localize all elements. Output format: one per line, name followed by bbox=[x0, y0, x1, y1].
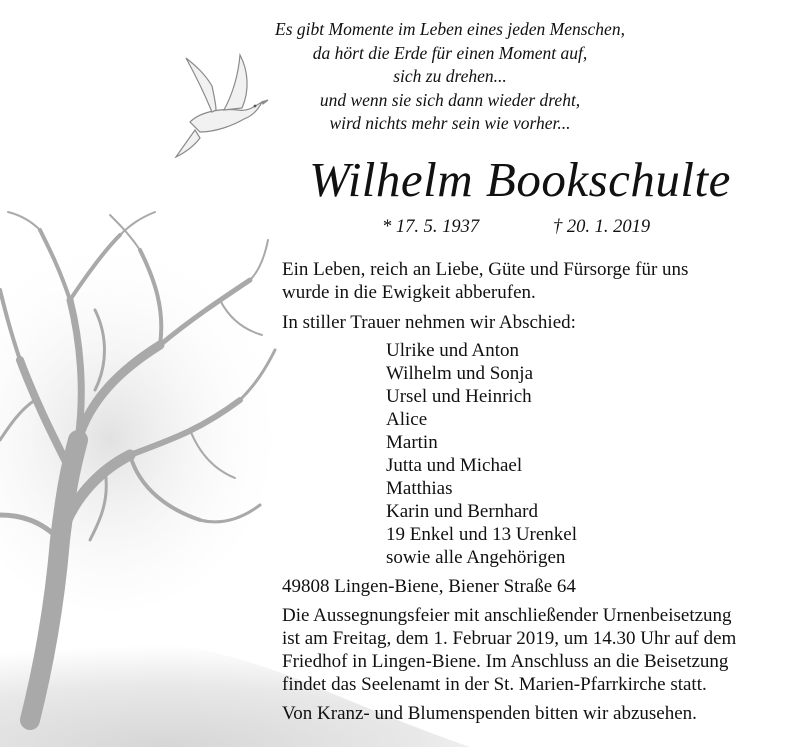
birth-date: * 17. 5. 1937 bbox=[382, 217, 480, 237]
poem-line: sich zu drehen... bbox=[393, 66, 507, 86]
mourner-item: Karin und Bernhard bbox=[386, 501, 538, 522]
deceased-name: Wilhelm Bookschulte bbox=[309, 152, 731, 207]
mourner-item: Matthias bbox=[386, 478, 453, 499]
intro-line: wurde in die Ewigkeit abberufen. bbox=[282, 282, 536, 303]
poem-line: da hört die Erde für einen Moment auf, bbox=[312, 42, 588, 63]
mourner-item: Alice bbox=[386, 409, 428, 430]
poem bbox=[250, 18, 650, 136]
mourner-item: Ursel und Heinrich bbox=[386, 386, 532, 407]
mourner-item: 19 Enkel und 13 Urenkel bbox=[386, 524, 578, 545]
poem-line: Es gibt Momente im Leben eines jeden Menschen, bbox=[275, 19, 625, 39]
mourner-item: Jutta und Michael bbox=[386, 455, 523, 476]
mourner-item: Ulrike und Anton bbox=[386, 340, 519, 361]
ceremony-line: Die Aussegnungsfeier mit anschließender Urnenbeisetzung bbox=[282, 605, 732, 626]
ceremony-line: findet das Seelenamt in der St. Marien-Pfarrkirche statt. bbox=[282, 674, 707, 695]
poem-line: und wenn sie sich dann wieder dreht, bbox=[319, 89, 581, 110]
farewell-line: In stiller Trauer nehmen wir Abschied: bbox=[282, 312, 576, 333]
mourner-item: Martin bbox=[386, 432, 438, 453]
announcement-text bbox=[282, 258, 782, 725]
death-date: † 20. 1. 2019 bbox=[553, 217, 651, 237]
ceremony-line: ist am Freitag, dem 1. Februar 2019, um 14.30 Uhr auf dem bbox=[282, 628, 737, 649]
ceremony-line: Friedhof in Lingen-Biene. Im Anschluss an die Beisetzung bbox=[282, 651, 729, 672]
mourner-item: Wilhelm und Sonja bbox=[386, 363, 533, 384]
mourners-list bbox=[386, 339, 782, 569]
ceremony-info bbox=[282, 604, 782, 696]
flowers-note: Von Kranz- und Blumenspenden bitten wir abzusehen. bbox=[282, 703, 697, 724]
poem-line: wird nichts mehr sein wie vorher... bbox=[329, 113, 571, 133]
intro-line: Ein Leben, reich an Liebe, Güte und Fürsorge für uns bbox=[282, 259, 689, 280]
address: 49808 Lingen-Biene, Biener Straße 64 bbox=[282, 576, 576, 597]
mourner-item: sowie alle Angehörigen bbox=[386, 547, 566, 568]
